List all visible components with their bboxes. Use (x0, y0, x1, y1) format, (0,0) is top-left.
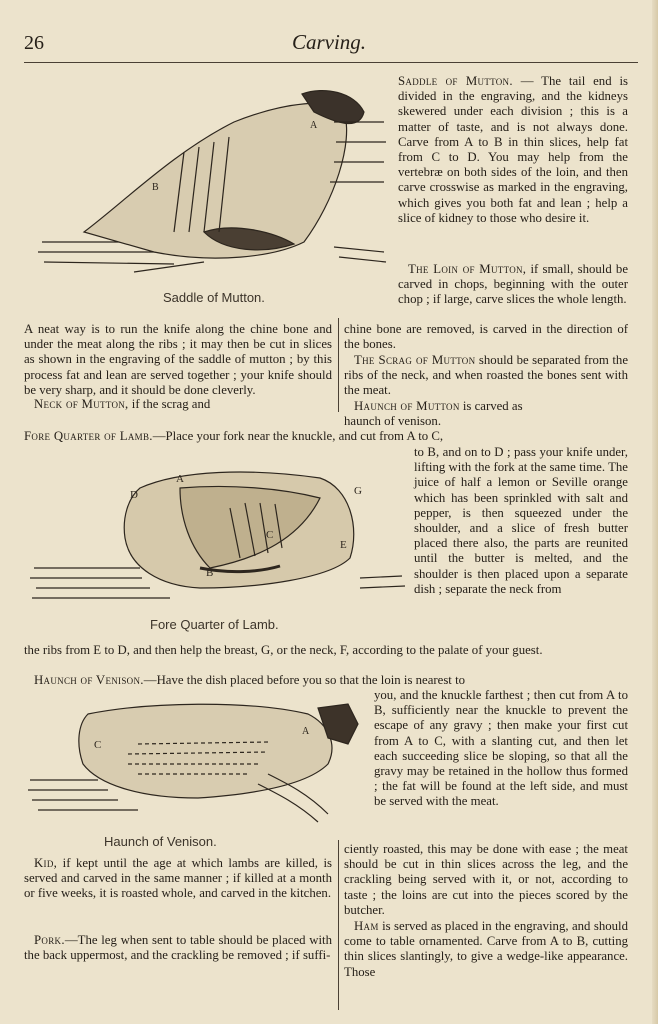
ham-heading: Ham (354, 919, 379, 933)
neck-heading: Neck of Mutton, (34, 397, 129, 411)
page-number: 26 (24, 32, 44, 54)
svg-text:A: A (176, 473, 184, 485)
kid-text: if kept until the age at which lambs are killed, is served and carved in the same manner ; if killed at a month or five weeks, it is roasted whole, and carved in the kitchen. (24, 856, 332, 901)
figure-caption-fore-quarter: Fore Quarter of Lamb. (150, 617, 279, 632)
chine-paragraph: chine bone are removed, is carved in the direction of the bones. (344, 322, 628, 352)
pork-text: —The leg when sent to table should be placed with the back uppermost, and the crackling be removed ; if suffi- (24, 933, 332, 963)
loin-text: if small, should be carved in chops, beginning with the outer chop ; if large, carve slices the whole length. (398, 262, 629, 307)
loin-paragraph (398, 262, 628, 308)
haunch-mutton-text: is carved as (459, 399, 523, 413)
svg-text:A: A (310, 120, 318, 131)
kid-paragraph (24, 856, 332, 902)
venison-heading: Haunch of Venison. (34, 673, 144, 687)
scrag-paragraph (344, 353, 628, 399)
fore-quarter-text-1: —Place your fork near the knuckle, and cut from A to C, (152, 429, 444, 443)
figure-caption-haunch: Haunch of Venison. (104, 834, 217, 849)
ham-paragraph (344, 919, 628, 980)
fore-quarter-of-lamb-illustration (30, 448, 410, 610)
fore-quarter-paragraph: to B, and on to D ; pass your knife under, lifting with the fork at the same time. The juice of half a lemon or Seville orange which has been sprinkled with salt and pepper, is then squeezed under the shoulder, and a slice of fresh butter placed there also, the parts are reunited until the butter is melted, and the shoulder is then placed upon a separate dish ; separate the neck from (414, 445, 628, 596)
svg-text:C: C (94, 739, 102, 751)
venison-first-line (24, 673, 628, 688)
svg-text:B: B (206, 567, 214, 579)
fore-quarter-heading: Fore Quarter of Lamb. (24, 429, 153, 443)
header-rule (24, 62, 638, 63)
haunch-mutton-heading: Haunch of Mutton (354, 399, 460, 413)
svg-text:A: A (302, 726, 310, 737)
saddle-of-mutton-illustration (34, 82, 392, 282)
column-divider (338, 318, 339, 412)
svg-text:C: C (266, 529, 274, 541)
pork-paragraph (24, 933, 332, 963)
figure-caption-saddle: Saddle of Mutton. (163, 290, 265, 305)
svg-text:B: B (152, 182, 159, 193)
page-title: Carving. (291, 30, 367, 54)
pork-continuation: ciently roasted, this may be done with ease ; the meat should be cut in thin slices across the leg, and the crackling being served with it, or not, according to taste ; the loins are cut into the pieces scored by the butcher. (344, 842, 628, 917)
saddle-heading: Saddle of Mutton. (398, 74, 513, 88)
scrag-text: should be separated from the ribs of the neck, and when roasted the bones sent with the meat. (344, 353, 629, 398)
neck-paragraph (24, 397, 332, 412)
kid-heading: Kid, (34, 856, 58, 870)
fore-quarter-first-line (24, 429, 628, 444)
column-divider-lower (338, 840, 339, 1010)
haunch-of-venison-illustration (28, 694, 373, 829)
svg-text:G: G (354, 485, 362, 497)
scrag-heading: The Scrag of Mutton (354, 353, 476, 367)
haunch-venison-line: haunch of venison. (344, 414, 442, 428)
saddle-method-paragraph: A neat way is to run the knife along the chine bone and under the meat along the ribs ; it may then be cut in slices as shown in the engraving of the saddle of mutton ; by this process fat and lean are served together ; your knife should be very sharp, and it should be done cleverly. (24, 322, 332, 397)
page-edge (652, 0, 658, 1024)
svg-text:D: D (130, 489, 138, 501)
pork-heading: Pork. (34, 933, 65, 947)
venison-text-1: —Have the dish placed before you so that the loin is nearest to (143, 673, 466, 687)
saddle-paragraph (398, 74, 628, 226)
ham-text: is served as placed in the engraving, and should come to table ornamented. Carve from A to B, cutting thin slices slantingly, to give a wedge-like appearance. Those (344, 919, 628, 979)
haunch-mutton-paragraph (344, 399, 628, 414)
neck-text: if the scrag and (128, 397, 211, 411)
saddle-text: — The tail end is divided in the engraving, and the kidneys skewered under each division ; this is a matter of taste, and is not always done. Carve from A to B in thin slices, help fat from C to D. You may help from the vertebræ on both sides of the loin, and then carve crosswise as marked in the engraving, which gives you both fat and lean ; help a slice of kidney to those who desire it. (398, 74, 628, 225)
venison-paragraph: you, and the knuckle farthest ; then cut from A to B, sufficiently near the knuckle to prevent the escape of any gravy ; then make your first cut from A to C, with a slanting cut, and then let each succeeding slice be sloping, so that all the gravy may be retained in the hollow thus formed ; the fat will be found at the left side, and must be served with the meat. (374, 688, 628, 809)
svg-text:E: E (340, 539, 347, 551)
loin-heading: The Loin of Mutton, (408, 262, 527, 276)
fore-quarter-closing: the ribs from E to D, and then help the breast, G, or the neck, F, according to the palate of your guest. (24, 643, 543, 657)
